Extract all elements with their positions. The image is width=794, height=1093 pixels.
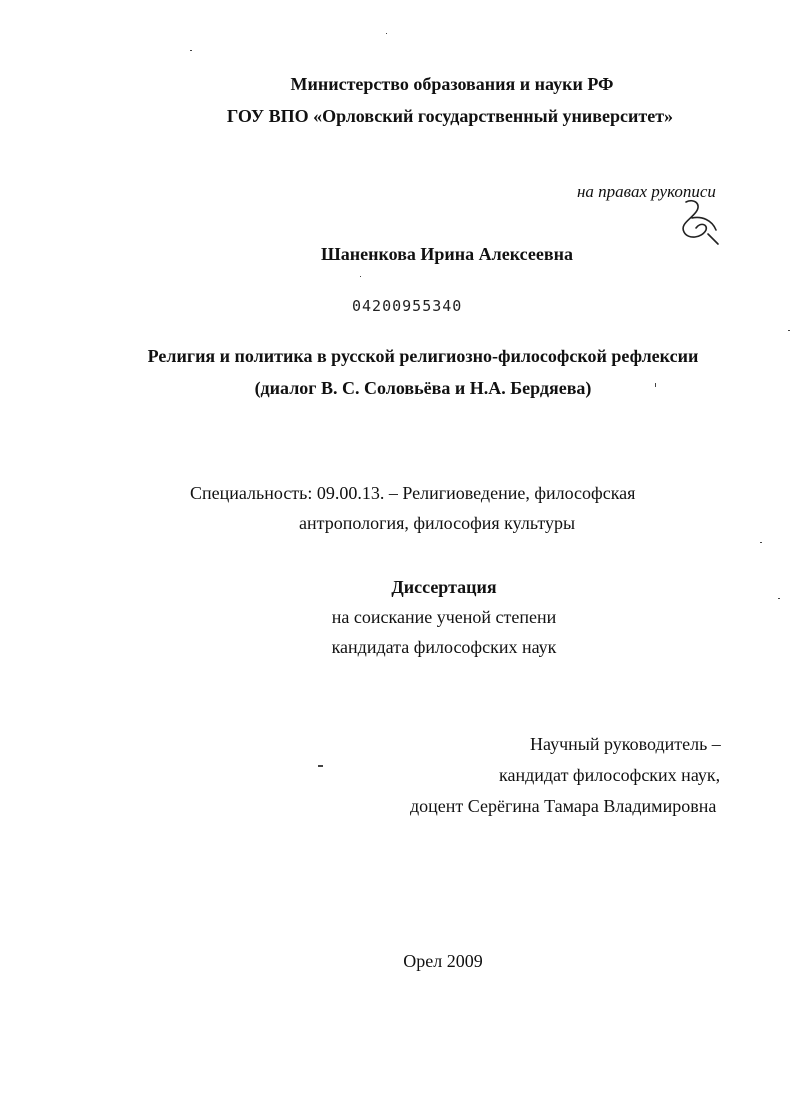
scan-speck bbox=[190, 50, 192, 51]
supervisor-line1: Научный руководитель – bbox=[530, 734, 721, 754]
supervisor-line3: доцент Серёгина Тамара Владимировна bbox=[410, 796, 717, 816]
signature-mark bbox=[672, 194, 724, 246]
ministry-heading: Министерство образования и науки РФ bbox=[290, 74, 614, 94]
university-heading: ГОУ ВПО «Орловский государственный университет» bbox=[226, 106, 674, 126]
dissertation-heading: Диссертация bbox=[391, 577, 497, 597]
specialty-line2: антропология, философия культуры bbox=[299, 513, 576, 533]
rights-note: на правах рукописи bbox=[577, 182, 716, 201]
registration-number: 04200955340 bbox=[352, 297, 463, 315]
dissertation-title-line2: (диалог В. С. Соловьёва и Н.А. Бердяева) bbox=[254, 378, 592, 398]
scan-speck bbox=[778, 598, 780, 599]
degree-line1: на соискание ученой степени bbox=[331, 607, 557, 627]
city-year: Орел 2009 bbox=[403, 951, 483, 971]
degree-line2: кандидата философских наук bbox=[331, 637, 557, 657]
specialty-line1: Специальность: 09.00.13. – Религиоведение, философская bbox=[190, 483, 636, 503]
dissertation-title-line1: Религия и политика в русской религиозно-философской рефлексии bbox=[147, 346, 699, 366]
scan-speck bbox=[788, 330, 790, 331]
supervisor-line2: кандидат философских наук, bbox=[499, 765, 721, 785]
scan-speck bbox=[655, 383, 656, 387]
scan-speck bbox=[760, 542, 762, 543]
scan-speck bbox=[318, 765, 323, 767]
scan-speck bbox=[386, 33, 387, 34]
author-name: Шаненкова Ирина Алексеевна bbox=[321, 244, 573, 264]
scan-speck bbox=[360, 276, 361, 277]
